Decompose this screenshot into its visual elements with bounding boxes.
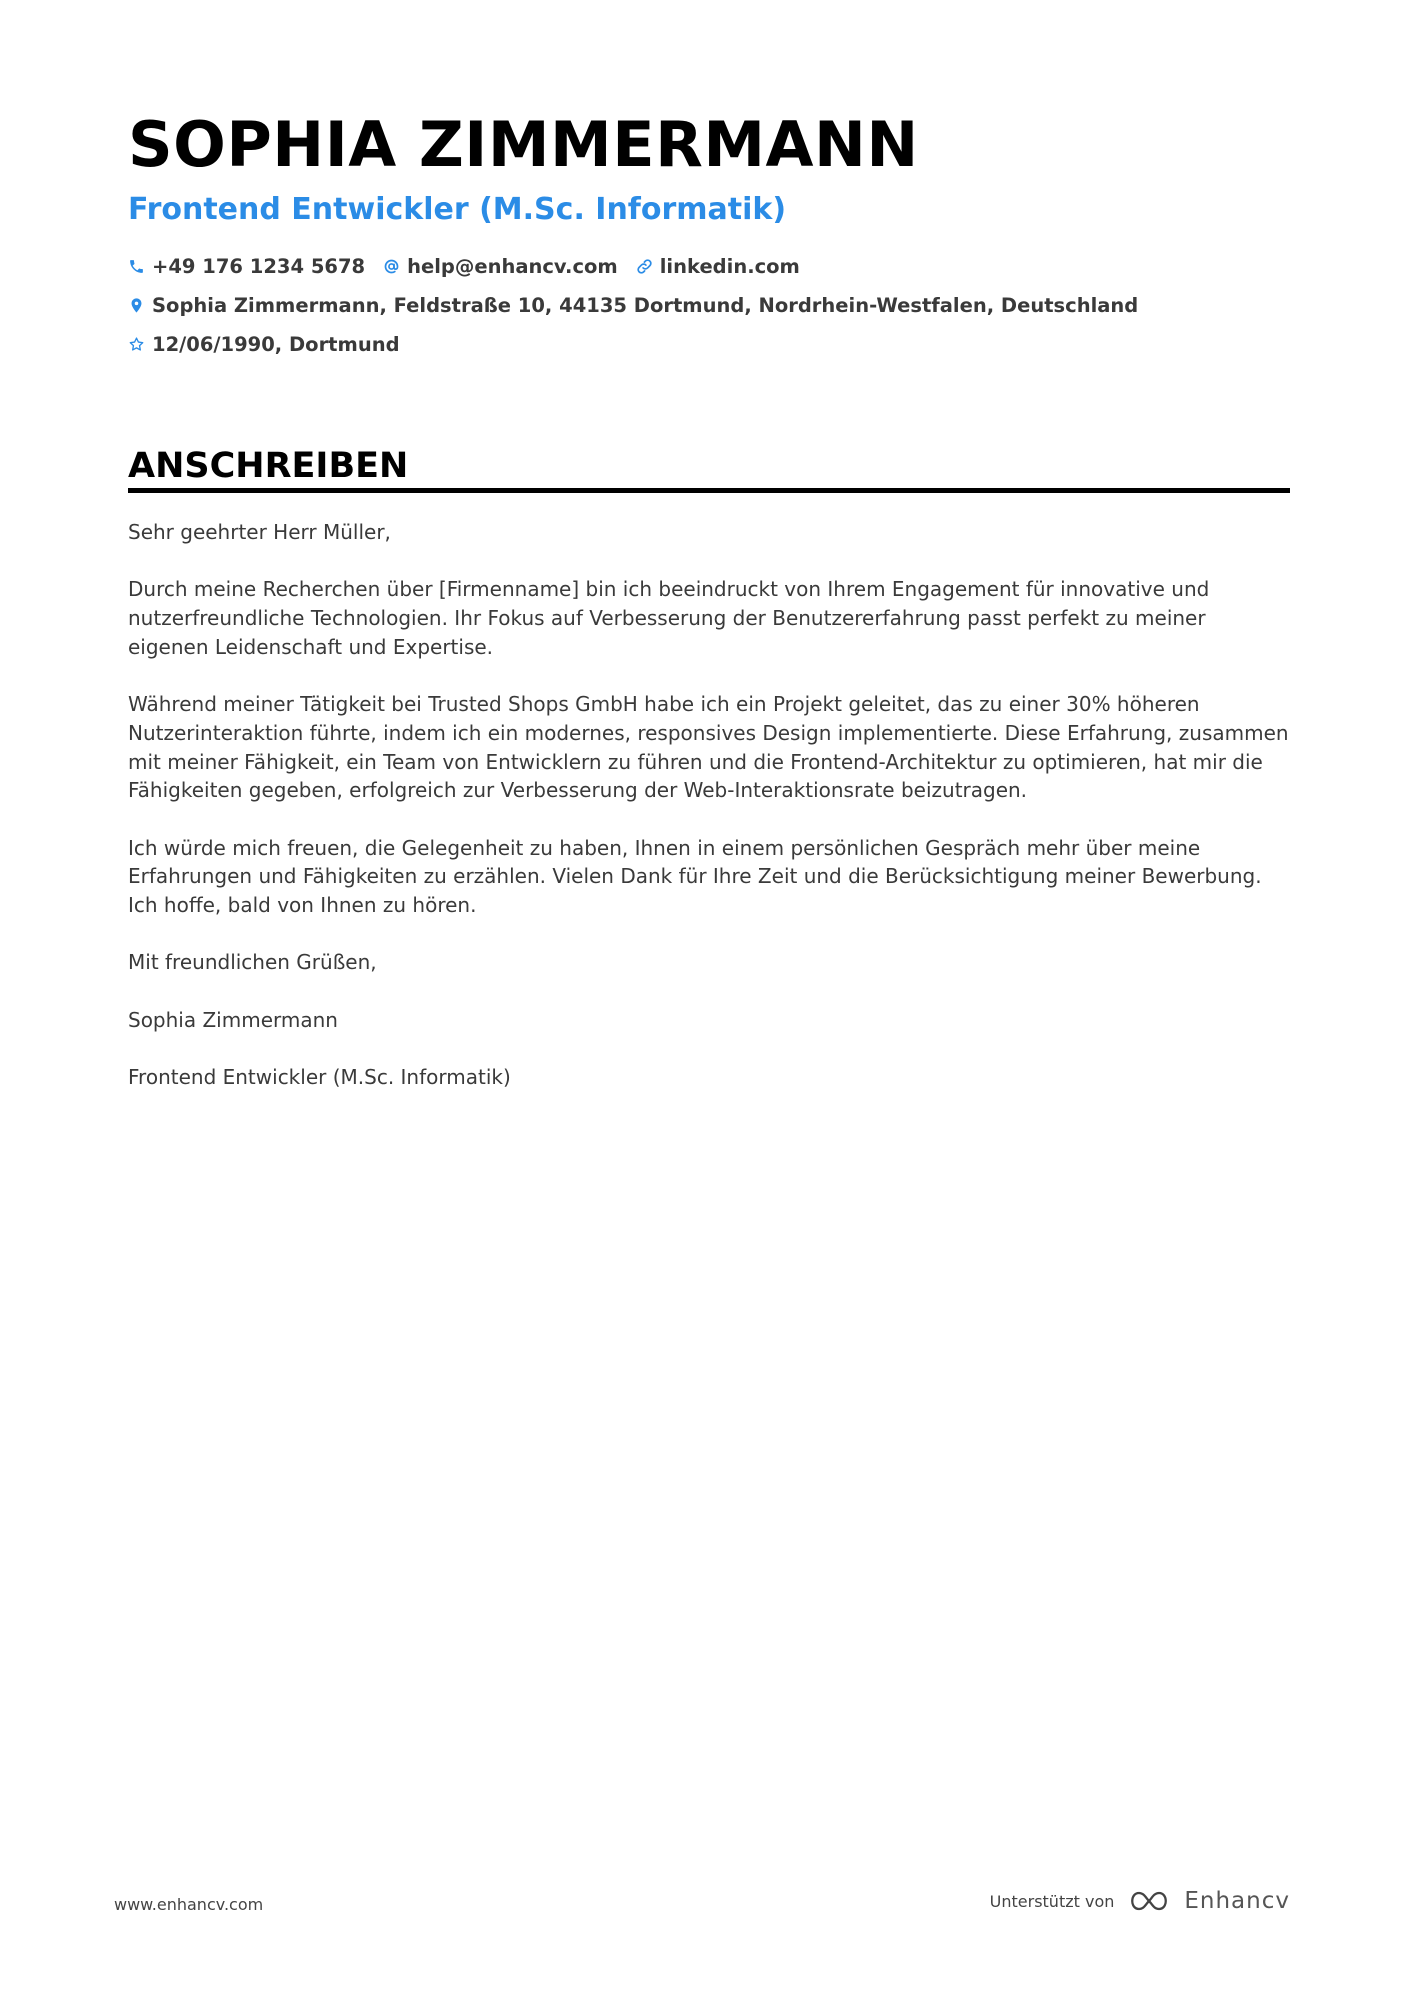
enhancv-logo-icon bbox=[1126, 1888, 1172, 1914]
powered-by-label: Unterstützt von bbox=[989, 1891, 1115, 1911]
brand-name: Enhancv bbox=[1184, 1888, 1290, 1914]
location-pin-icon bbox=[128, 297, 145, 314]
letter-paragraph-1: Durch meine Recherchen über [Firmenname] bin ich beeindruckt von Ihrem Engagement für innovative und nutzerfreundliche Technologien. Ihr Fokus auf Verbesserung der Benutzererfahrung passt perfekt zu meiner eigenen Leidenschaft und Expertise. bbox=[128, 577, 1210, 659]
contact-email[interactable] bbox=[383, 255, 618, 278]
contact-address bbox=[128, 294, 1138, 317]
phone-text: +49 176 1234 5678 bbox=[152, 255, 366, 278]
footer-url[interactable]: www.enhancv.com bbox=[114, 1895, 264, 1914]
contact-row-primary bbox=[128, 255, 818, 278]
letter-salutation: Sehr geehrter Herr Müller, bbox=[128, 520, 391, 544]
letter-paragraph-3: Ich würde mich freuen, die Gelegenheit zu haben, Ihnen in einem persönlichen Gespräch mehr über meine Erfahrungen und Fähigkeiten zu erzählen. Vielen Dank für Ihre Zeit und die Berücksichtigung meiner Bewerbung. Ich hoffe, bald von Ihnen zu hören. bbox=[128, 835, 1262, 918]
contact-phone[interactable] bbox=[128, 255, 365, 278]
letter-signature-name: Sophia Zimmermann bbox=[128, 1007, 338, 1032]
contact-birth bbox=[128, 333, 400, 356]
letter-signature-title: Frontend Entwickler (M.Sc. Informatik) bbox=[128, 1065, 511, 1090]
section-title: ANSCHREIBEN bbox=[128, 446, 409, 486]
contact-row-birth bbox=[128, 333, 418, 356]
letter-body bbox=[128, 518, 1290, 1121]
section-divider bbox=[128, 488, 1290, 493]
at-icon bbox=[383, 258, 400, 275]
star-icon bbox=[128, 336, 145, 353]
birth-text: 12/06/1990, Dortmund bbox=[152, 333, 400, 356]
contact-row-address bbox=[128, 294, 1156, 317]
phone-icon bbox=[128, 258, 145, 275]
website-text: linkedin.com bbox=[659, 255, 800, 278]
applicant-name: SOPHIA ZIMMERMANN bbox=[128, 108, 919, 181]
contact-website[interactable] bbox=[636, 255, 800, 278]
link-icon bbox=[636, 258, 653, 275]
letter-paragraph-2: Während meiner Tätigkeit bei Trusted Shops GmbH habe ich ein Projekt geleitet, das zu einer 30% höheren Nutzerinteraktion führte, indem ich ein modernes, responsives Design implementierte. Diese Erfahrung, zusammen mit meiner Fähigkeit, ein Team von Entwicklern zu führen und die Frontend-Architektur zu optimieren, hat mir die Fähigkeiten gegeben, erfolgreich zur Verbesserung der Web-Interaktionsrate beizutragen. bbox=[128, 692, 1289, 803]
letter-closing: Mit freundlichen Grüßen, bbox=[128, 950, 377, 975]
address-text: Sophia Zimmermann, Feldstraße 10, 44135 Dortmund, Nordrhein-Westfalen, Deutschland bbox=[152, 294, 1139, 317]
applicant-title: Frontend Entwickler (M.Sc. Informatik) bbox=[128, 192, 787, 227]
email-text: help@enhancv.com bbox=[407, 255, 618, 278]
footer-powered-by[interactable] bbox=[990, 1888, 1290, 1914]
